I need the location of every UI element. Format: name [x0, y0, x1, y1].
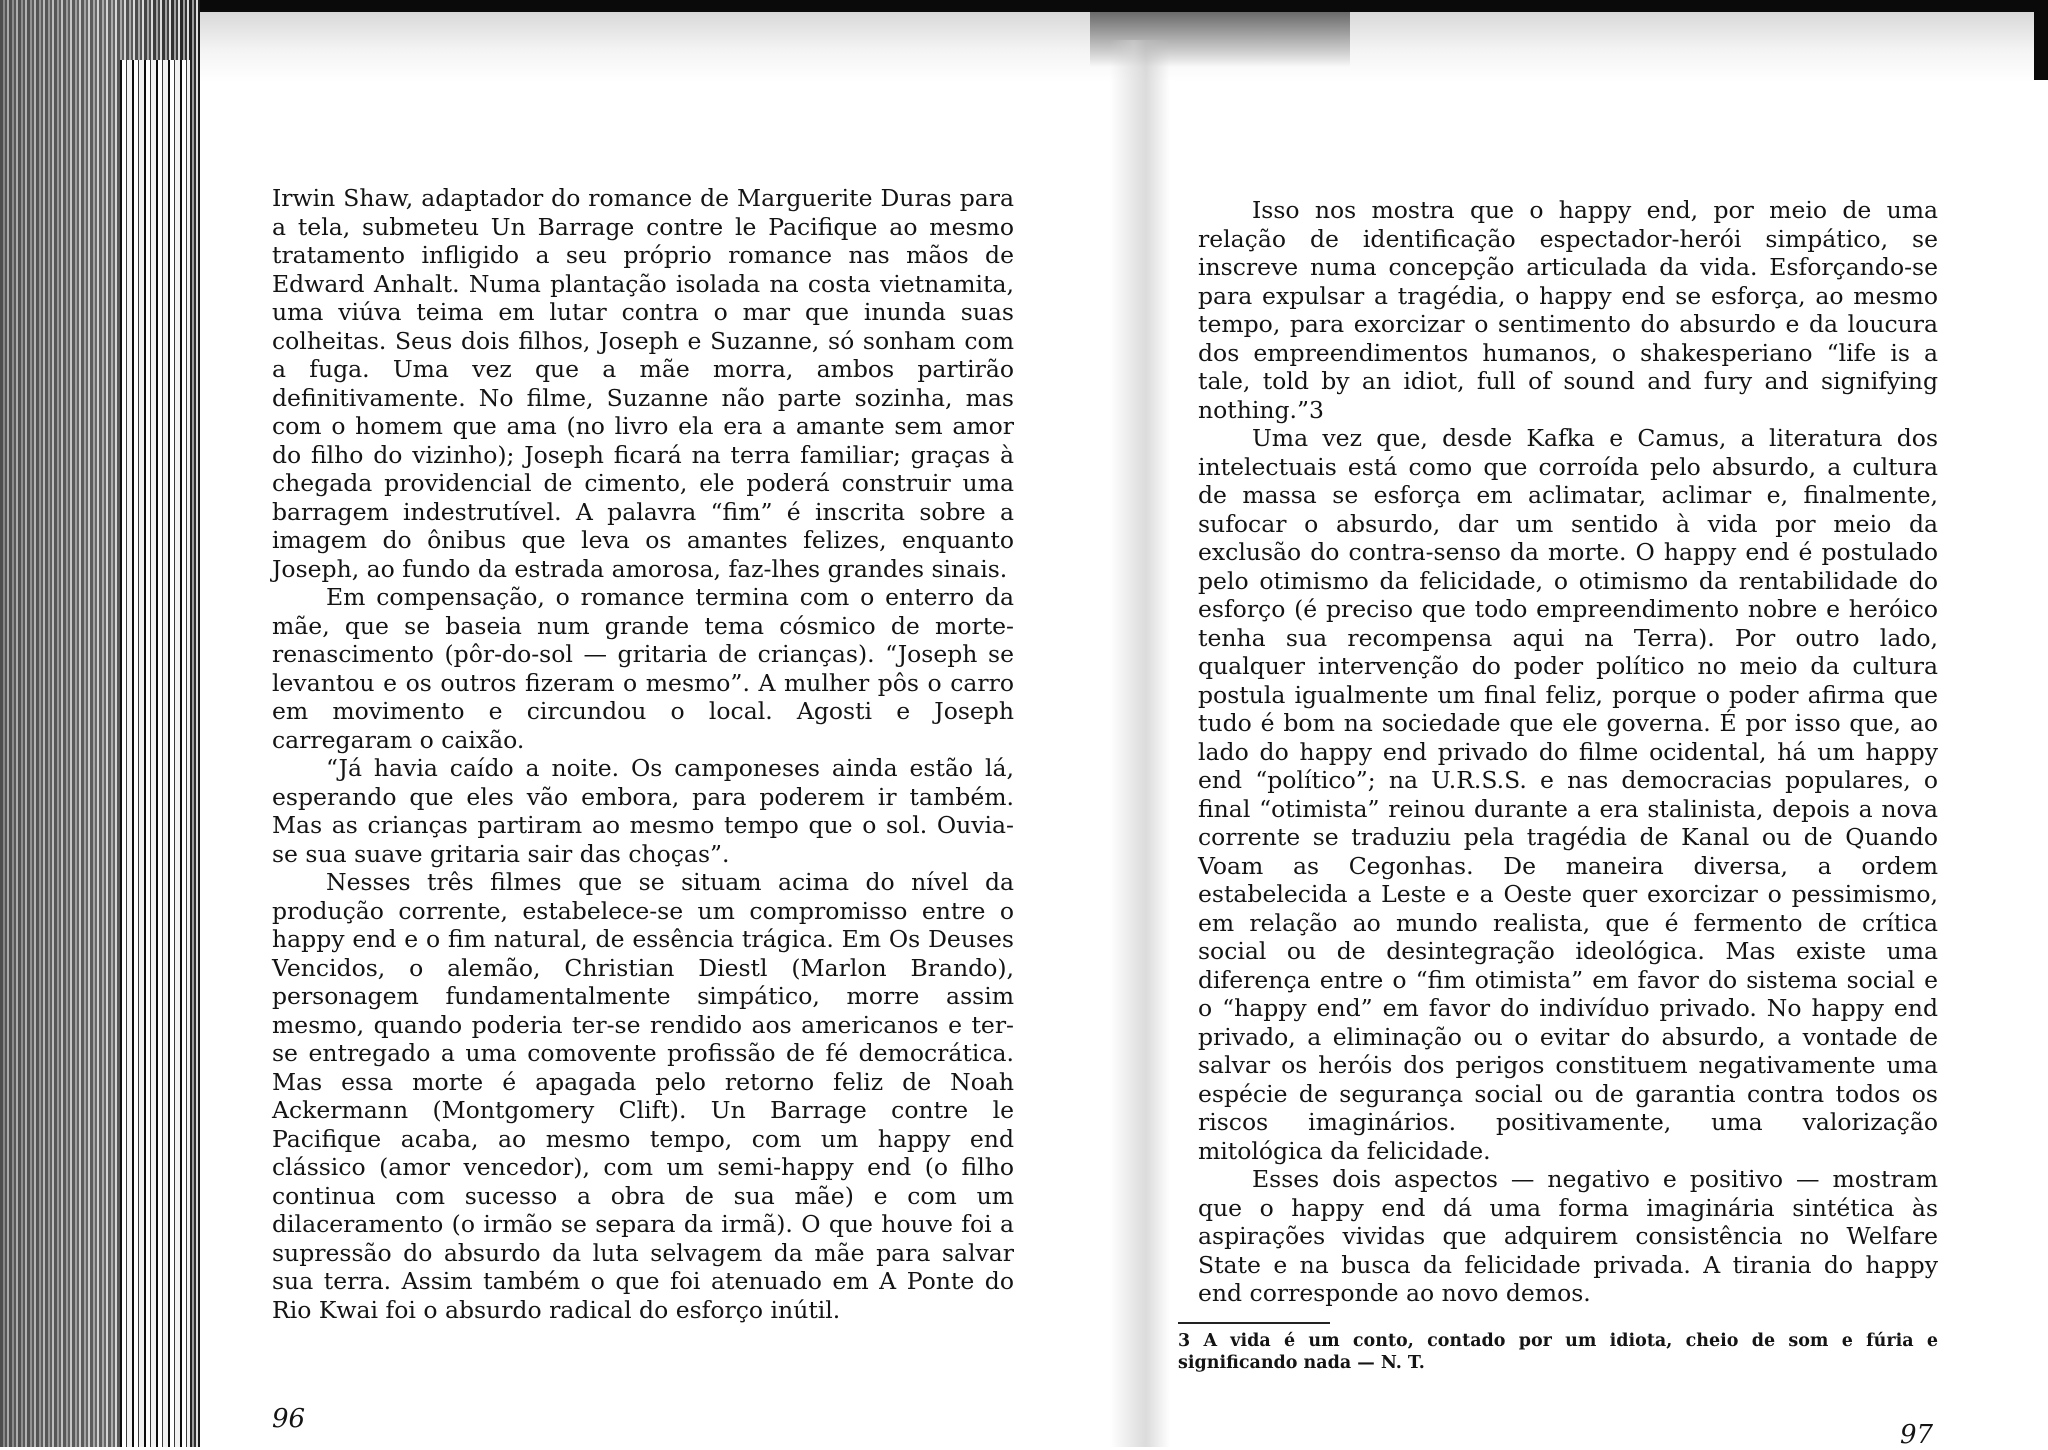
left-paragraph-1: Irwin Shaw, adaptador do romance de Marguerite Duras para a tela, submeteu Un Barrage contre le Pacifique ao mesmo tratamento infligido a seu próprio romance nas mãos de Edward Anhalt. Numa plantação isolada na costa vietnamita, uma viúva teima em lutar contra o mar que inunda suas colheitas. Seus dois filhos, Joseph e Suzanne, só sonham com a fuga. Uma vez que a mãe morra, ambos partirão definitivamente. No filme, Suzanne não parte sozinha, mas com o homem que ama (no livro ela era a amante sem amor do filho do vizinho); Joseph ficará na terra familiar; graças à chegada providencial de cimento, ele poderá construir uma barragem indestrutível. A palavra “fim” é inscrita sobre a imagem do ônibus que leva os amantes felizes, enquanto Joseph, ao fundo da estrada amorosa, faz-lhes grandes sinais. [272, 184, 1014, 583]
left-paragraph-2: Em compensação, o romance termina com o enterro da mãe, que se baseia num grande tema cósmico de morte-renascimento (pôr-do-sol — gritaria de crianças). “Joseph se levantou e os outros fizeram o mesmo”. A mulher pôs o carro em movimento e circundou o local. Agosti e Joseph carregaram o caixão. [272, 583, 1014, 754]
page-top-shadow [0, 12, 2048, 82]
book-right-edge [2034, 0, 2048, 80]
footnote-divider [1178, 1322, 1330, 1324]
left-paragraph-3: “Já havia caído a noite. Os camponeses ainda estão lá, esperando que eles vão embora, para poderem ir também. Mas as crianças partiram ao mesmo tempo que o sol. Ouvia-se sua suave gritaria sair das choças”. [272, 754, 1014, 868]
right-paragraph-3: Esses dois aspectos — negativo e positivo — mostram que o happy end dá uma forma imaginária sintética às aspirações vividas que adquirem consistência no Welfare State e na busca da felicidade privada. A tirania do happy end corresponde ao novo demos. [1198, 1165, 1938, 1307]
footnote: 3 A vida é um conto, contado por um idiota, cheio de som e fúria e significando nada — N. T. [1178, 1331, 1938, 1373]
left-paragraph-4: Nesses três filmes que se situam acima do nível da produção corrente, estabelece-se um compromisso entre o happy end e o fim natural, de essência trágica. Em Os Deuses Vencidos, o alemão, Christian Diestl (Marlon Brando), personagem fundamentalmente simpático, morre assim mesmo, quando poderia ter-se rendido aos americanos e ter-se entregado a uma comovente profissão de fé democrática. Mas essa morte é apagada pelo retorno feliz de Noah Ackermann (Montgomery Clift). Un Barrage contre le Pacifique acaba, ao mesmo tempo, com um happy end clássico (amor vencedor), com um semi-happy end (o filho continua com sucesso a obra de sua mãe) e com um dilaceramento (o irmão se separa da irmã). O que houve foi a supressão do absurdo da luta selvagem da mãe para salvar sua terra. Assim também o que foi atenuado em A Ponte do Rio Kwai foi o absurdo radical do esforço inútil. [272, 868, 1014, 1324]
page-number-right: 97 [1900, 1420, 1934, 1450]
right-page-body [1198, 196, 1938, 1308]
left-page-body [272, 184, 1014, 1324]
right-paragraph-1: Isso nos mostra que o happy end, por meio de uma relação de identificação espectador-herói simpático, se inscreve numa concepção articulada da vida. Esforçando-se para expulsar a tragédia, o happy end se esforça, ao mesmo tempo, para exorcizar o sentimento do absurdo e da loucura dos empreendimentos humanos, o shakesperiano “life is a tale, told by an idiot, full of sound and fury and signifying nothing.”3 [1198, 196, 1938, 424]
right-paragraph-2: Uma vez que, desde Kafka e Camus, a literatura dos intelectuais está como que corroída pelo absurdo, a cultura de massa se esforça em aclimatar, aclimar e, finalmente, sufocar o absurdo, dar um sentido à vida por meio da exclusão do contra-senso da morte. O happy end é postulado pelo otimismo da felicidade, o otimismo da rentabilidade do esforço (é preciso que todo empreendimento nobre e heróico tenha sua recompensa aqui na Terra). Por outro lado, qualquer intervenção do poder político no meio da cultura postula igualmente um final feliz, porque o poder afirma que tudo é bom na sociedade que ele governa. É por isso que, ao lado do happy end privado do filme ocidental, há um happy end “político”; na U.R.S.S. e nas democracias populares, o final “otimista” reinou durante a era stalinista, depois a nova corrente se traduziu pela tragédia de Kanal ou de Quando Voam as Cegonhas. De maneira diversa, a ordem estabelecida a Leste e a Oeste quer exorcizar o pessimismo, em relação ao mundo realista, que é fermento de crítica social ou de desintegração ideológica. Mas existe uma diferença entre o “fim otimista” em favor do sistema social e o “happy end” em favor do indivíduo privado. No happy end privado, a eliminação ou o evitar do absurdo, a vontade de salvar os heróis dos perigos constituem negativamente uma espécie de segurança social ou de garantia contra todos os riscos imaginários. positivamente, uma valorização mitológica da felicidade. [1198, 424, 1938, 1165]
book-top-edge [0, 0, 2048, 12]
page-number-left: 96 [272, 1404, 306, 1434]
book-page-stack [120, 60, 190, 1447]
book-gutter [1110, 40, 1170, 1447]
